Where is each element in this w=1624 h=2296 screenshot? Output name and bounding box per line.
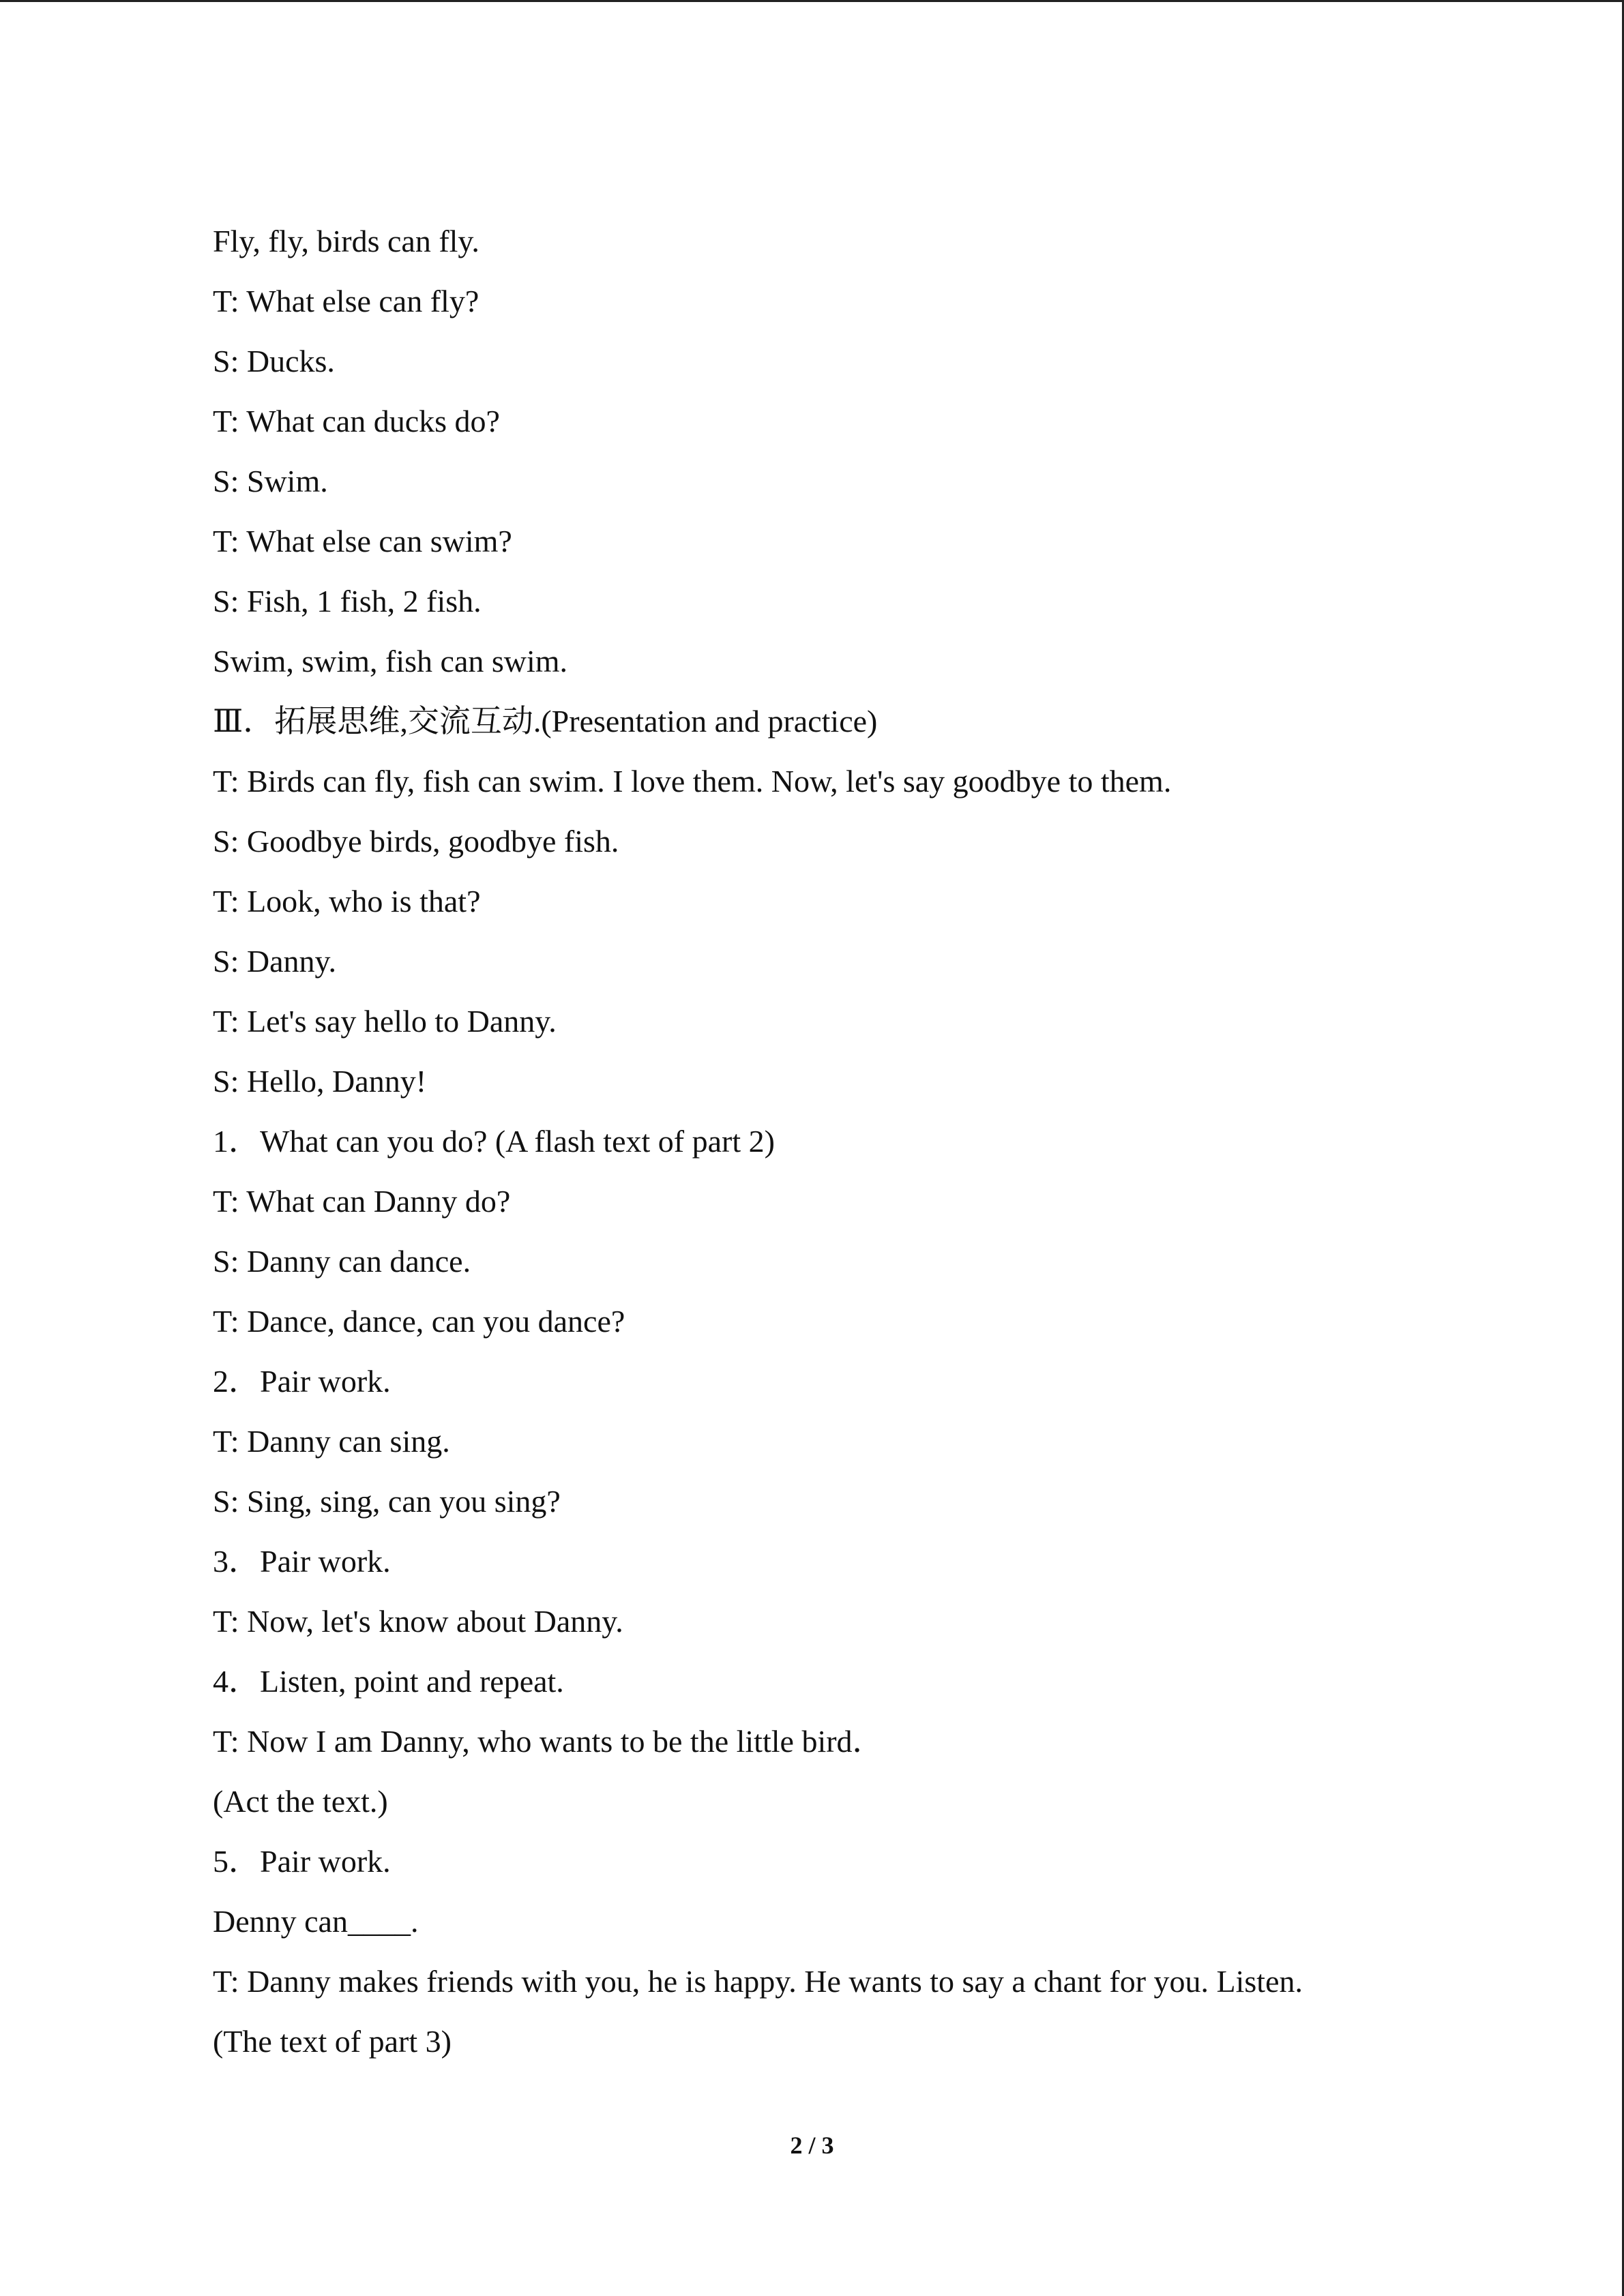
text-line: S: Goodbye birds, goodbye fish.	[213, 824, 619, 859]
text-line: Fly, fly, birds can fly.	[213, 224, 479, 258]
text-line: (The text of part 3)	[213, 2024, 452, 2059]
text-line: T: What else can swim?	[213, 524, 512, 558]
text-line: (Act the text.)	[213, 1784, 388, 1819]
text-line: T: What else can fly?	[213, 284, 479, 318]
text-line: S: Fish, 1 fish, 2 fish.	[213, 584, 482, 618]
text-line: T: Danny can sing.	[213, 1424, 450, 1459]
text-line: Denny can____.	[213, 1904, 419, 1939]
section-heading: Ⅲ．拓展思维,交流互动.(Presentation and practice)	[213, 704, 878, 739]
text-line: S: Swim.	[213, 464, 328, 498]
text-line: T: What can Danny do?	[213, 1184, 511, 1219]
text-line: T: Now, let's know about Danny.	[213, 1604, 623, 1639]
numbered-step: 2．Pair work.	[213, 1364, 391, 1399]
document-body	[213, 211, 1509, 2072]
numbered-step: 1．What can you do? (A flash text of part 2)	[213, 1124, 775, 1159]
text-line: T: Dance, dance, can you dance?	[213, 1304, 625, 1339]
text-line: Swim, swim, fish can swim.	[213, 644, 568, 679]
text-line: S: Danny can dance.	[213, 1244, 471, 1279]
text-line: T: Danny makes friends with you, he is happy. He wants to say a chant for you. Listen.	[213, 1964, 1303, 1999]
text-line: S: Hello, Danny!	[213, 1064, 427, 1099]
numbered-step: 3．Pair work.	[213, 1544, 391, 1579]
text-line: T: Let's say hello to Danny.	[213, 1004, 557, 1039]
numbered-step: 4．Listen, point and repeat.	[213, 1664, 564, 1699]
text-line: T: What can ducks do?	[213, 404, 500, 438]
text-line: T: Birds can fly, fish can swim. I love them. Now, let's say goodbye to them.	[213, 764, 1172, 799]
numbered-step: 5．Pair work.	[213, 1844, 391, 1879]
text-line: S: Sing, sing, can you sing?	[213, 1484, 561, 1519]
text-line: T: Look, who is that?	[213, 884, 481, 919]
page-number: 2 / 3	[790, 2132, 834, 2159]
text-line: S: Danny.	[213, 944, 337, 979]
text-line: T: Now I am Danny, who wants to be the little bird．	[213, 1724, 884, 1759]
text-line: S: Ducks.	[213, 344, 335, 378]
